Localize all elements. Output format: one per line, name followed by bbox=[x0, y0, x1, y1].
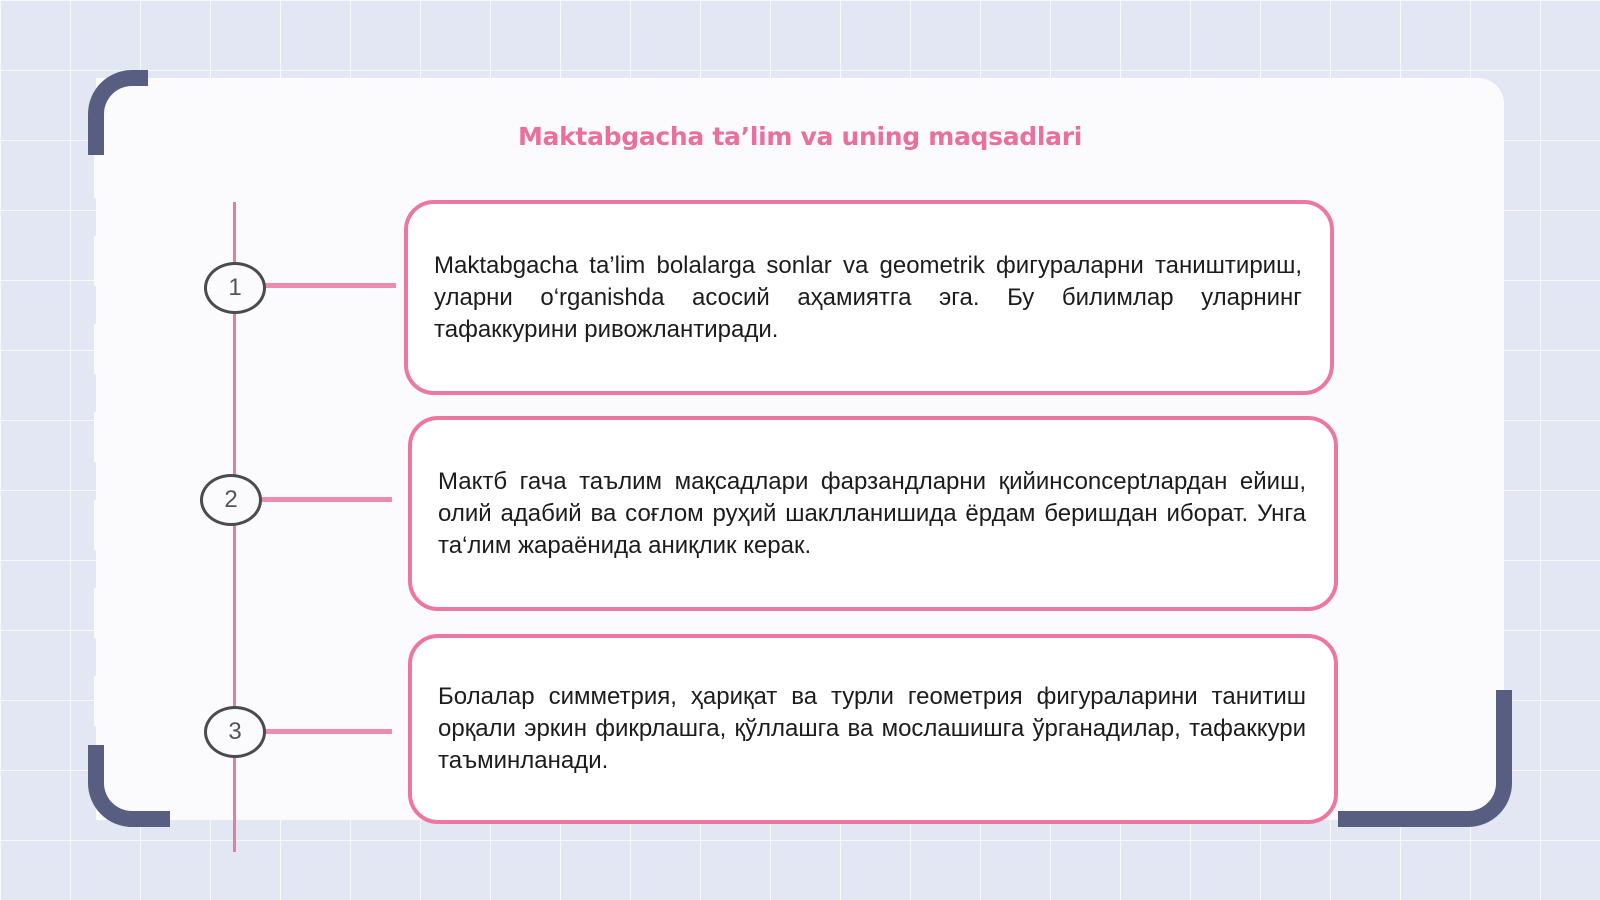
step-number-badge: 2 bbox=[200, 474, 262, 526]
corner-bracket-bottom-right bbox=[1338, 690, 1512, 827]
step-description: Болалар симметрия, ҳариқат ва турли геометрия фигураларини танитиш орқали эркин фикрлашга, қўллашга ва мослашишга ўрганадилар, тафаккури таъминланади. bbox=[438, 683, 1306, 774]
step-text-box bbox=[408, 416, 1338, 611]
step-number-badge: 3 bbox=[204, 706, 266, 758]
step-description: Maktabgacha ta’lim bolalarga sonlar va geometrik фигураларни таништириш, уларни o‘rganishda асосий аҳамиятга эга. Бу билимлар уларнинг тафаккурини ривожлантиради. bbox=[434, 251, 1302, 343]
step-connector bbox=[264, 283, 396, 288]
step-number-badge: 1 bbox=[204, 262, 266, 314]
step-text-box bbox=[404, 200, 1334, 395]
step-description: Мактб гача таълим мақсадлари фарзандларни қийинconceptлардан ейиш, олий адабий ва соғлом руҳий шаклланишида ёрдам беришдан иборат. Унга та‘лим жараёнида аниқлик керак. bbox=[438, 467, 1306, 559]
step-connector bbox=[262, 497, 392, 502]
step-text-box bbox=[408, 634, 1338, 824]
step-connector bbox=[264, 729, 392, 734]
slide-title: Maktabgacha ta’lim va uning maqsadlari bbox=[517, 122, 1083, 151]
